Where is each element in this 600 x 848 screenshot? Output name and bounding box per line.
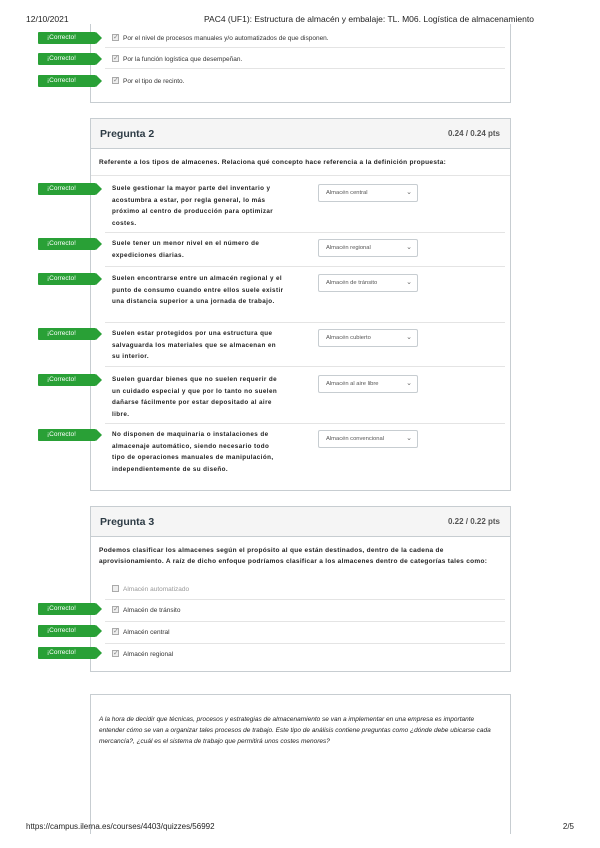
correct-tag: ¡Correcto! xyxy=(38,328,96,340)
match-select-4[interactable]: Almacén cubierto ⌄ xyxy=(318,329,418,347)
checkbox-icon[interactable] xyxy=(112,628,119,635)
chevron-down-icon: ⌄ xyxy=(406,334,412,341)
print-title: PAC4 (UF1): Estructura de almacén y embalaje: TL. M06. Logística de almacenamiento xyxy=(204,14,534,24)
chevron-down-icon: ⌄ xyxy=(406,279,412,286)
correct-tag: ¡Correcto! xyxy=(38,32,96,44)
match-select-6[interactable]: Almacén convencional ⌄ xyxy=(318,430,418,448)
divider xyxy=(105,232,505,233)
prev-option-3[interactable]: ✓ Por el tipo de recinto. xyxy=(112,76,184,88)
print-url: https://campus.ilerna.es/courses/4403/quizzes/56992 xyxy=(26,822,215,831)
match-definition-5: Suelen guardar bienes que no suelen requerir de un cuidado especial y que por lo tanto no suelen dañarse fácilmente por estar depositado al aire libre. xyxy=(112,376,278,418)
correct-tag: ¡Correcto! xyxy=(38,75,96,87)
divider xyxy=(105,423,505,424)
divider xyxy=(105,47,505,48)
divider xyxy=(91,175,510,176)
question-4-text: A la hora de decidir que técnicas, procesos y estrategias de almacenamiento se van a implementar en una empresa es importante entender cómo se van a organizar tales procesos de trabajo. Este tipo de análisis contiene preguntas como ¿dónde debe ubicarse cada mercancía?, ¿cuál es el sistema de trabajo que permitirá unos costes menores? xyxy=(99,716,491,745)
divider xyxy=(105,366,505,367)
correct-tag: ¡Correcto! xyxy=(38,603,96,615)
print-date: 12/10/2021 xyxy=(26,14,69,24)
print-page-number: 2/5 xyxy=(562,822,574,831)
checkbox-icon[interactable] xyxy=(112,606,119,613)
divider xyxy=(105,322,505,323)
prev-option-2[interactable]: ✓ Por la función logística que desempeñan. xyxy=(112,54,242,66)
question-3-text: Podemos clasificar los almacenes según el propósito al que están destinados, dentro de la cadena de aprovisionamiento. A raíz de dicho enfoque podríamos clasificar a los almacenes dentro de categorías tales como: xyxy=(99,547,488,565)
correct-tag: ¡Correcto! xyxy=(38,183,96,195)
match-select-3[interactable]: Almacén de tránsito ⌄ xyxy=(318,274,418,292)
prev-option-1[interactable]: ✓ Por el nivel de procesos manuales y/o automatizados de que disponen. xyxy=(112,33,329,45)
checkbox-icon[interactable] xyxy=(112,650,119,657)
correct-tag: ¡Correcto! xyxy=(38,647,96,659)
q3-option-2[interactable]: ✓ Almacén de tránsito xyxy=(112,605,180,617)
correct-tag: ¡Correcto! xyxy=(38,273,96,285)
correct-tag: ¡Correcto! xyxy=(38,238,96,250)
match-definition-6: No disponen de maquinaria o instalaciones de almacenaje automático, siendo necesario todo tipo de operaciones manuales de manipulación, independientemente de su diseño. xyxy=(112,431,274,473)
divider xyxy=(105,643,505,644)
checkbox-icon[interactable] xyxy=(112,34,119,41)
question-title: Pregunta 3 xyxy=(100,516,155,528)
match-definition-3: Suelen encontrarse entre un almacén regional y el punto de consumo cuando entre ellos suele existir una distancia superior a una jornada de trabajo. xyxy=(112,275,284,305)
match-select-5[interactable]: Almacén al aire libre ⌄ xyxy=(318,375,418,393)
checkbox-icon[interactable] xyxy=(112,77,119,84)
question-2-header xyxy=(91,119,510,149)
divider xyxy=(105,266,505,267)
checkbox-icon[interactable] xyxy=(112,55,119,62)
checkbox-icon[interactable] xyxy=(112,585,119,592)
q3-option-1[interactable]: Almacén automatizado xyxy=(112,584,189,596)
print-footer xyxy=(26,822,574,834)
correct-tag: ¡Correcto! xyxy=(38,625,96,637)
divider xyxy=(105,621,505,622)
question-2-text: Referente a los tipos de almacenes. Relaciona qué concepto hace referencia a la definición propuesta: xyxy=(99,159,447,166)
chevron-down-icon: ⌄ xyxy=(406,380,412,387)
match-definition-2: Suele tener un menor nivel en el número de expediciones diarias. xyxy=(112,240,260,259)
q3-option-4[interactable]: ✓ Almacén regional xyxy=(112,649,173,661)
match-definition-1: Suele gestionar la mayor parte del inventario y acostumbra a estar, por regla general, lo más próximo al centro de producción para optimizar costes. xyxy=(112,185,274,227)
match-select-1[interactable]: Almacén central ⌄ xyxy=(318,184,418,202)
question-3-header xyxy=(91,507,510,537)
correct-tag: ¡Correcto! xyxy=(38,53,96,65)
chevron-down-icon: ⌄ xyxy=(406,189,412,196)
divider xyxy=(105,68,505,69)
match-definition-4: Suelen estar protegidos por una estructura que salvaguarda los materiales que se almacenan en su interior. xyxy=(112,330,276,360)
q3-option-3[interactable]: ✓ Almacén central xyxy=(112,627,170,639)
correct-tag: ¡Correcto! xyxy=(38,374,96,386)
divider xyxy=(105,599,505,600)
question-title: Pregunta 2 xyxy=(100,128,155,140)
question-points: 0.22 / 0.22 pts xyxy=(447,517,500,526)
chevron-down-icon: ⌄ xyxy=(406,435,412,442)
chevron-down-icon: ⌄ xyxy=(406,244,412,251)
question-points: 0.24 / 0.24 pts xyxy=(447,129,500,138)
match-select-2[interactable]: Almacén regional ⌄ xyxy=(318,239,418,257)
correct-tag: ¡Correcto! xyxy=(38,429,96,441)
